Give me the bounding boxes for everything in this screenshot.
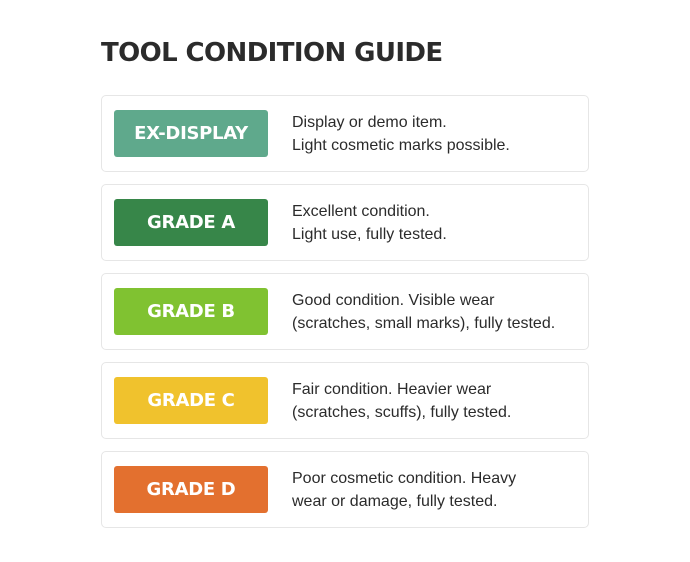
grade-list xyxy=(101,95,589,540)
grade-description xyxy=(292,200,582,246)
grade-description xyxy=(292,378,582,424)
page-title: TOOL CONDITION GUIDE xyxy=(101,38,443,68)
grade-description-line: Excellent condition. xyxy=(292,203,430,220)
grade-card-grade-a xyxy=(101,184,589,261)
grade-description-line: Poor cosmetic condition. Heavy xyxy=(292,470,517,487)
grade-badge: GRADE A xyxy=(114,199,268,246)
grade-description xyxy=(292,467,582,513)
grade-card-grade-b xyxy=(101,273,589,350)
grade-description-line: Display or demo item. xyxy=(292,114,447,131)
grade-description xyxy=(292,289,582,335)
grade-badge: GRADE D xyxy=(114,466,268,513)
grade-description-line: wear or damage, fully tested. xyxy=(292,493,498,510)
grade-description-line: Light use, fully tested. xyxy=(292,226,447,243)
grade-description-line: Fair condition. Heavier wear xyxy=(292,381,492,398)
grade-description xyxy=(292,111,582,157)
grade-card-grade-d xyxy=(101,451,589,528)
grade-card-grade-c xyxy=(101,362,589,439)
grade-description-line: Light cosmetic marks possible. xyxy=(292,137,510,154)
grade-badge: GRADE C xyxy=(114,377,268,424)
grade-description-line: (scratches, scuffs), fully tested. xyxy=(292,404,512,421)
grade-description-line: Good condition. Visible wear xyxy=(292,292,495,309)
grade-card-ex-display xyxy=(101,95,589,172)
grade-badge: EX-DISPLAY xyxy=(114,110,268,157)
grade-description-line: (scratches, small marks), fully tested. xyxy=(292,315,556,332)
grade-badge: GRADE B xyxy=(114,288,268,335)
